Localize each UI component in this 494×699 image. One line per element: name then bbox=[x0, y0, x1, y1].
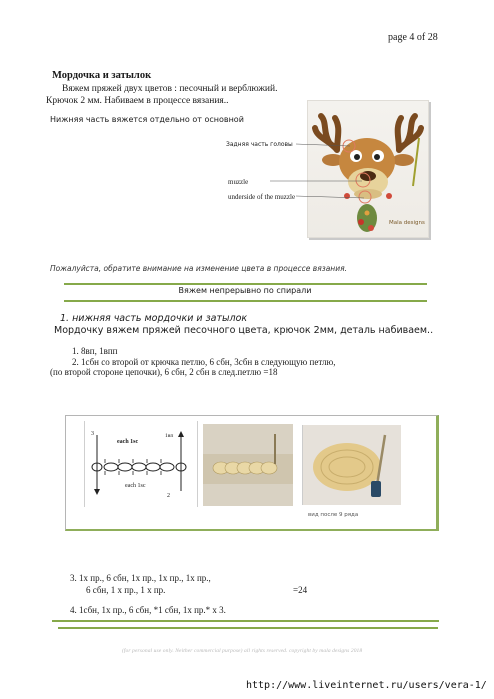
stitch-chart-illustration bbox=[85, 421, 197, 507]
back-of-head-label: Задняя часть головы bbox=[226, 141, 293, 148]
section-title: Мордочка и затылок bbox=[52, 70, 152, 81]
round-2-line-2: (по второй стороне цепочки), 6 сбн, 2 сбн в след.петлю =18 bbox=[50, 367, 278, 377]
divider-line bbox=[52, 620, 439, 622]
continuous-spiral-note: Вяжем непрерывно по спирали bbox=[178, 286, 312, 295]
round-2-line-1: 2. 1сбн со второй от крючка петлю, 6 сбн, 3сбн в следующую петлю, bbox=[72, 357, 336, 367]
watermark-logo: Mala designs bbox=[389, 220, 425, 226]
round-3-line-2: 6 сбн, 1 х пр., 1 х пр. bbox=[86, 585, 166, 595]
subsection-title: 1. нижняя часть мордочки и затылок bbox=[60, 313, 248, 324]
color-change-note: Пожалуйста, обратите внимание на изменение цвета в процессе вязания. bbox=[50, 264, 347, 273]
round-3-line-1: 3. 1х пр., 6 сбн, 1х пр., 1х пр., 1х пр., bbox=[70, 573, 211, 583]
after-round-9-caption: вид после 9 ряда bbox=[308, 512, 359, 518]
crochet-oval-illustration bbox=[303, 425, 401, 505]
round-4: 4. 1сбн, 1х пр., 6 сбн, *1 сбн, 1х пр.* х 3. bbox=[70, 605, 226, 615]
hook-description: Крючок 2 мм. Набиваем в процессе вязания.. bbox=[46, 96, 229, 106]
muzzle-intro: Мордочку вяжем пряжей песочного цвета, крючок 2мм, деталь набиваем.. bbox=[54, 325, 434, 336]
stitch-diagram bbox=[84, 421, 198, 507]
divider-line bbox=[64, 300, 427, 302]
diagram-label-3ch: 3 bbox=[91, 431, 94, 437]
muzzle-label: muzzle bbox=[228, 178, 249, 186]
divider-line bbox=[64, 283, 427, 285]
chain-stitch-photo bbox=[203, 424, 293, 506]
yarn-description: Вяжем пряжей двух цветов : песочный и верблюжий. bbox=[62, 84, 278, 94]
diagram-label-each-1sc-top: each 1sc bbox=[117, 439, 139, 445]
divider-line bbox=[58, 627, 438, 629]
diagram-label-1ch: 1вп bbox=[165, 433, 174, 439]
lower-part-note: Нижняя часть вяжется отдельно от основной bbox=[50, 115, 244, 124]
diagram-label-each-1sc-bottom: each 1sc bbox=[125, 483, 146, 489]
crochet-chain-illustration bbox=[203, 424, 293, 506]
underside-label: underside of the muzzle bbox=[228, 193, 296, 201]
page-number: page 4 of 28 bbox=[388, 32, 438, 43]
round-1: 1. 8вп, 1впп bbox=[72, 346, 118, 356]
oval-piece-photo bbox=[302, 425, 401, 505]
source-url[interactable]: http://www.liveinternet.ru/users/vera-1/ bbox=[246, 680, 487, 691]
round-3-total: =24 bbox=[293, 585, 308, 595]
diagram-label-2ch: 2 bbox=[167, 493, 170, 499]
copyright-notice: (for personal use only. Neither commercial purpose) all rights reserved. copyright by mala designs 2018 bbox=[122, 648, 363, 654]
